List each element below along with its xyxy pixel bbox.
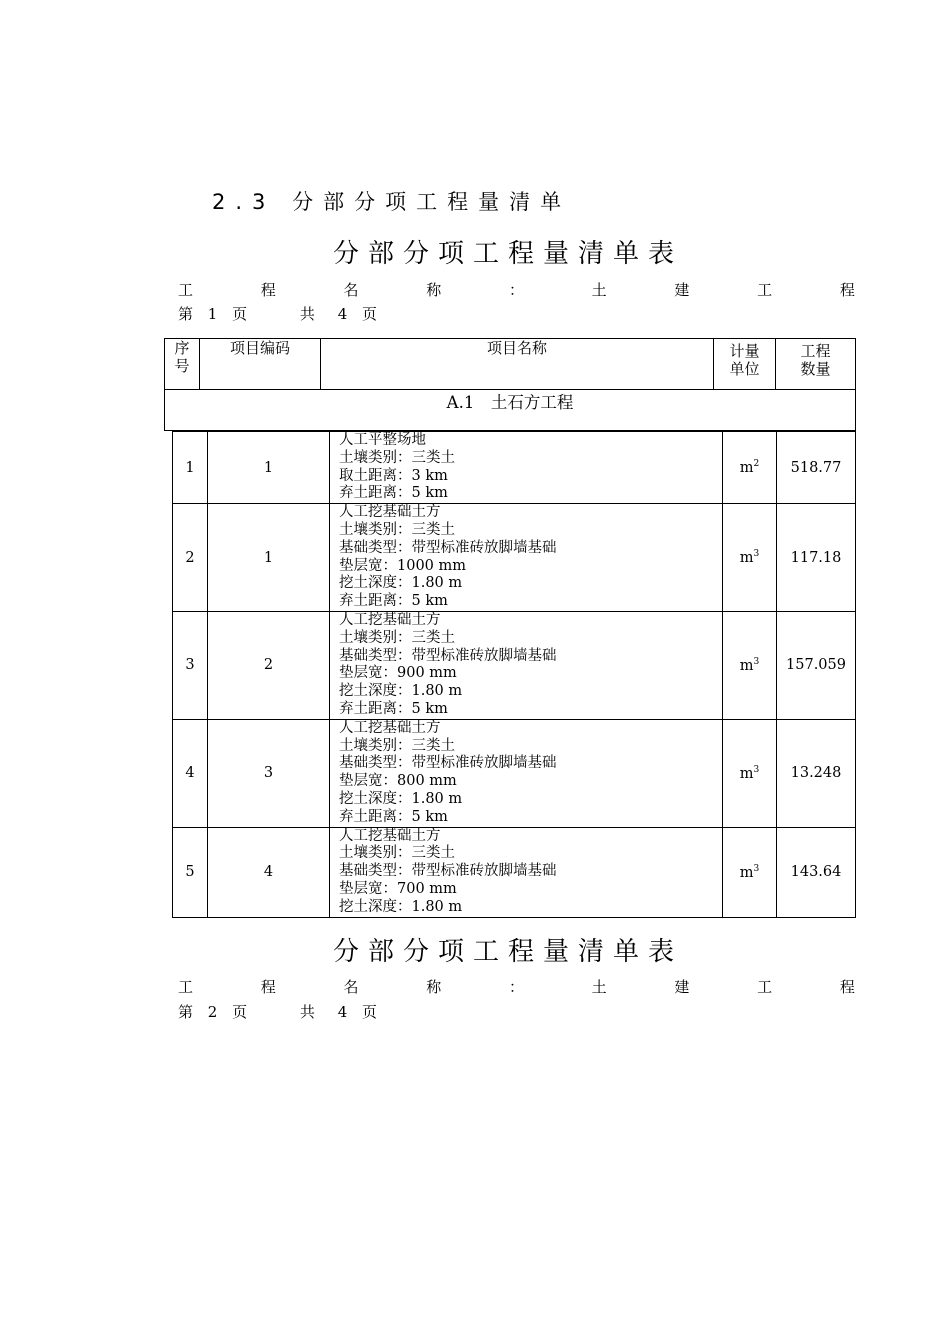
project-char: 名 (343, 978, 359, 996)
group-title: A.1 土石方工程 (165, 390, 856, 431)
row-code: 4 (208, 827, 330, 917)
project-char: 程 (839, 978, 855, 996)
row-quantity: 117.18 (777, 504, 856, 612)
row-seq: 2 (173, 504, 208, 612)
header-seq: 序 号 (165, 339, 200, 390)
total-label: 页 (362, 305, 378, 323)
row-seq: 4 (173, 719, 208, 827)
project-name-line (178, 279, 855, 300)
project-char: 程 (260, 281, 276, 299)
description-line: 土壤类别：三类土 (339, 629, 455, 646)
row-unit: $m^2$ (723, 432, 777, 504)
project-char: 土 (591, 281, 607, 299)
project-char: ： (508, 281, 524, 299)
table-title: 分部分项工程量清单表 (332, 239, 683, 269)
description-line: 基础类型：带型标准砖放脚墙基础 (339, 539, 557, 556)
row-unit: $m^3$ (723, 611, 777, 719)
description-line: 人工平整场地 (339, 432, 426, 448)
project-char: 工 (757, 978, 773, 996)
row-description (330, 432, 723, 504)
row-description (330, 827, 723, 917)
row-seq: 3 (173, 611, 208, 719)
total-label: 共 (299, 305, 315, 323)
project-char: 称 (426, 978, 442, 996)
table-title: 分部分项工程量清单表 (332, 937, 683, 967)
page-label: 页 (232, 305, 248, 323)
description-line: 垫层宽：900 mm (339, 665, 457, 682)
project-char: 称 (426, 281, 442, 299)
description-line: 人工挖基础土方 (339, 504, 441, 521)
row-code: 3 (208, 719, 330, 827)
table-row (173, 504, 856, 612)
description-line: 垫层宽：800 mm (339, 773, 457, 790)
description-line: 土壤类别：三类土 (339, 449, 455, 466)
total-pages: 4 (337, 1003, 348, 1021)
project-name-line (178, 976, 855, 997)
table-row (173, 719, 856, 827)
quantity-table-header (164, 338, 856, 431)
description-line: 弃土距离：5 km (339, 485, 448, 502)
project-char: 名 (343, 281, 359, 299)
description-line: 弃土距离：5 km (339, 593, 448, 610)
page-label: 第 (178, 1003, 194, 1021)
row-code: 1 (208, 504, 330, 612)
description-line: 挖土深度：1.80 m (339, 683, 463, 700)
project-char: 土 (591, 978, 607, 996)
description-line: 取土距离：3 km (339, 467, 448, 484)
section-heading: 2.3 分部分项工程量清单 (212, 190, 572, 214)
description-line: 弃土距离：5 km (339, 700, 448, 717)
description-line: 土壤类别：三类土 (339, 521, 455, 538)
project-char: 程 (839, 281, 855, 299)
description-line: 人工挖基础土方 (339, 611, 441, 628)
project-char: ： (508, 978, 524, 996)
project-char: 工 (757, 281, 773, 299)
row-description (330, 719, 723, 827)
header-quantity: 工程 数量 (776, 339, 856, 390)
project-char: 工 (178, 978, 194, 996)
description-line: 人工挖基础土方 (339, 719, 441, 736)
row-description (330, 504, 723, 612)
page-indicator (178, 1001, 377, 1022)
row-unit: $m^3$ (723, 504, 777, 612)
page-label: 第 (178, 305, 194, 323)
description-line: 挖土深度：1.80 m (339, 790, 463, 807)
description-line: 基础类型：带型标准砖放脚墙基础 (339, 863, 557, 880)
total-pages: 4 (337, 305, 348, 323)
row-code: 1 (208, 432, 330, 504)
row-quantity: 13.248 (777, 719, 856, 827)
project-char: 建 (674, 281, 690, 299)
description-line: 垫层宽：700 mm (339, 880, 457, 897)
row-description (330, 611, 723, 719)
description-line: 垫层宽：1000 mm (339, 557, 467, 574)
row-unit: $m^3$ (723, 827, 777, 917)
row-seq: 5 (173, 827, 208, 917)
description-line: 人工挖基础土方 (339, 827, 441, 844)
page-indicator (178, 303, 377, 324)
row-quantity: 157.059 (777, 611, 856, 719)
row-seq: 1 (173, 432, 208, 504)
page-number: 1 (207, 305, 218, 323)
total-label: 页 (362, 1003, 378, 1021)
total-label: 共 (299, 1003, 315, 1021)
description-line: 挖土深度：1.80 m (339, 898, 463, 915)
page-label: 页 (232, 1003, 248, 1021)
header-unit: 计量 单位 (714, 339, 776, 390)
project-char: 程 (260, 978, 276, 996)
description-line: 土壤类别：三类土 (339, 845, 455, 862)
page-number: 2 (207, 1003, 218, 1021)
row-code: 2 (208, 611, 330, 719)
table-row (173, 611, 856, 719)
description-line: 基础类型：带型标准砖放脚墙基础 (339, 647, 557, 664)
project-char: 工 (178, 281, 194, 299)
description-line: 弃土距离：5 km (339, 808, 448, 825)
table-row (173, 827, 856, 917)
row-quantity: 143.64 (777, 827, 856, 917)
table-row (173, 432, 856, 504)
description-line: 基础类型：带型标准砖放脚墙基础 (339, 755, 557, 772)
project-char: 建 (674, 978, 690, 996)
quantity-table (172, 431, 856, 918)
row-quantity: 518.77 (777, 432, 856, 504)
row-unit: $m^3$ (723, 719, 777, 827)
description-line: 土壤类别：三类土 (339, 737, 455, 754)
header-name: 项目名称 (321, 339, 714, 390)
description-line: 挖土深度：1.80 m (339, 575, 463, 592)
header-code: 项目编码 (200, 339, 321, 390)
